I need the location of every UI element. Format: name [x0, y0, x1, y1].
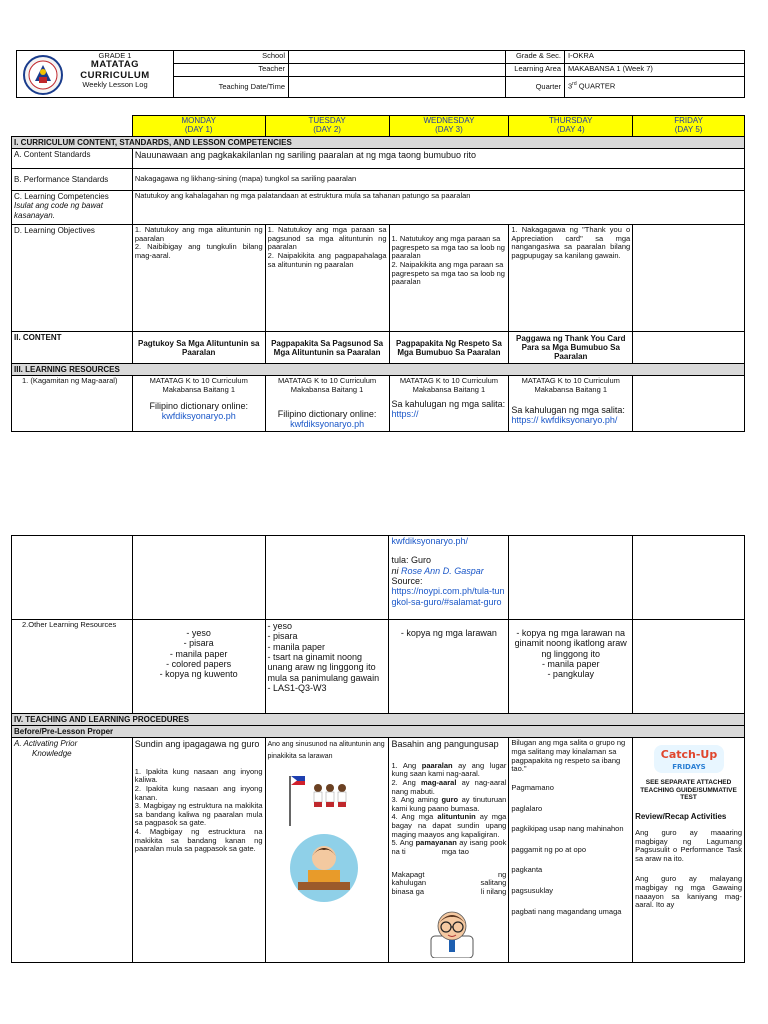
section-learning-resources: III. LEARNING RESOURCES	[12, 364, 745, 376]
content-standards: Nauunawaan ang pagkakakilanlan ng sariling paaralan at ng mga taong bumubuo rito	[132, 149, 744, 169]
teacher-illustration	[425, 906, 479, 958]
school-rules-illustration	[268, 766, 386, 906]
resources-2-label: 2.Other Learning Resources	[12, 620, 133, 714]
content-monday: Pagtukoy Sa Mga Alituntunin sa Paaralan	[132, 332, 265, 364]
corner-cell	[12, 116, 133, 137]
poem-source-link[interactable]: https://noypi.com.ph/tula-tungkol-sa-guro/#salamat-guro	[391, 586, 505, 607]
activating-thursday: Bilugan ang mga salita o grupo ng mga salitang may kinalaman sa pagpapakita ng respeto sa ibang tao." Pagmamano paglalaro pagkikipag usap nang mahinahon paggamit ng po at opo pagkanta pagsusuklay pagbati nang magandang umaga	[509, 738, 633, 963]
resources-1-cont-thursday	[509, 536, 633, 620]
day-header-wednesday: WEDNESDAY (DAY 3)	[389, 116, 509, 137]
competencies-label: C. Learning Competencies Isulat ang code ng bawat kasanayan.	[12, 191, 133, 225]
resources-1-thursday: MATATAG K to 10 Curriculum Makabansa Baitang 1 Sa kahulugan ng mga salita: https:// kwfdiksyonaryo.ph/	[509, 376, 633, 432]
activating-monday: Sundin ang ipagagawa ng guro 1. Ipakita kung nasaan ang inyong kaliwa. 2. Ipakita kung nasaan ang inyong kanan. 3. Magbigay ng estruktura na makikita sa bandang kaliwa ng paaralan mula sa pagpasok sa gate. 4. Magbigay ng estrucktura na makikita sa bandang kanan ng paaralan mula sa pagpasok sa gate.	[132, 738, 265, 963]
day-header-thursday: THURSDAY (DAY 4)	[509, 116, 633, 137]
catch-up-fridays-logo	[650, 741, 728, 777]
section-curriculum-content: I. CURRICULUM CONTENT, STANDARDS, AND LESSON COMPETENCIES	[12, 137, 745, 149]
resources-2-wednesday: - kopya ng mga larawan	[389, 620, 509, 714]
day-header-tuesday: TUESDAY (DAY 2)	[265, 116, 389, 137]
activating-wednesday: Basahin ang pangungusap 1. Ang paaralan ay ang lugar kung saan kami nag-aaral. 2. Ang mag-aaral ay nag-aaral nang mabuti. 3. Ang aming guro ay tinuturuan kami kung paano bumasa. 4. Ang mga alituntunin ay mga bagay na dapat sundin upang maging maayos ang kapaligiran. 5. Ang pamayanan ay isang pook na ti mga tao Makapagt ng kahulugan salitang binasa ga li nilang	[389, 738, 509, 963]
content-wednesday: Pagpapakita Ng Respeto Sa Mga Bumubuo Sa Paaralan	[389, 332, 509, 364]
lesson-log-table	[11, 115, 745, 432]
log-type: Weekly Lesson Log	[82, 80, 148, 90]
content-label: II. CONTENT	[12, 332, 133, 364]
dictionary-link[interactable]: kwfdiksyonaryo.ph	[161, 410, 236, 421]
resources-1-cont-tuesday	[265, 536, 389, 620]
objectives-label: D. Learning Objectives	[12, 225, 133, 332]
performance-standards-label: B. Performance Standards	[12, 169, 133, 191]
source-link[interactable]: https://	[391, 408, 419, 419]
teacher-value[interactable]	[289, 64, 506, 77]
resources-1-tuesday: MATATAG K to 10 Curriculum Makabansa Baitang 1 Filipino dictionary online: kwfdiksyonaryo.ph	[265, 376, 389, 432]
activating-friday: Catch-Up FRIDAYS SEE SEPARATE ATTACHED TEACHING GUIDE/SUMMATIVE TEST Review/Recap Activities Ang guro ay maaaring magbigay ng Lagumang Pagsusulit o Performance Task sa araw na ito. Ang guro ay malayang magbigay ng mga Gawaing naaayon sa kaniyang mag-aaral. Ito ay	[633, 738, 745, 963]
school-value[interactable]	[289, 51, 506, 64]
learning-area-label: Learning Area	[506, 64, 565, 77]
quarter-value[interactable]: 3rd QUARTER	[565, 77, 745, 98]
learning-area-value[interactable]: MAKABANSA 1 (Week 7)	[565, 64, 745, 77]
svg-text:FRIDAYS: FRIDAYS	[671, 763, 706, 772]
resources-1-wednesday: MATATAG K to 10 Curriculum Makabansa Baitang 1 Sa kahulugan ng mga salita: https://	[389, 376, 509, 432]
dictionary-link[interactable]: https:// kwfdiksyonaryo.ph/	[511, 414, 618, 425]
activating-label: A. Activating Prior Knowledge	[12, 738, 133, 963]
resources-2-thursday: - kopya ng mga larawan na ginamit noong ikatlong araw ng linggong ito - manila paper - pangkulay	[509, 620, 633, 714]
resources-2-monday: - yeso - pisara - manila paper - colored papers - kopya ng kuwento	[132, 620, 265, 714]
grade-sec-label: Grade & Sec.	[506, 51, 565, 64]
resources-1-cont-label	[12, 536, 133, 620]
grade-block	[17, 51, 174, 98]
objective-monday: 1. Natutukoy ang mga alituntunin ng paaralan 2. Naibibigay ang tungkulin bilang mag-aaral.	[132, 225, 265, 332]
resources-1-cont-wednesday: kwfdiksyonaryo.ph/ tula: Guro ni Rose Ann D. Gaspar Source: https://noypi.com.ph/tula-tungkol-sa-guro/#salamat-guro	[389, 536, 509, 620]
curriculum-title-2: CURRICULUM	[80, 69, 150, 81]
resources-2-tuesday: - yeso - pisara - manila paper - tsart na ginamit noong unang araw ng linggong ito mula sa panimulang gawain - LAS1-Q3-W3	[265, 620, 389, 714]
see-attached-note: SEE SEPARATE ATTACHED TEACHING GUIDE/SUMMATIVE TEST	[640, 779, 737, 802]
activating-tuesday: Ano ang sinusunod na alituntunin ang pinakikita sa larawan	[265, 738, 389, 963]
objective-tuesday: 1. Natutukoy ang mga paraan sa pagsunod sa mga alituntunin ng paaralan 2. Naipakikita ang pagpapahalaga sa alituntunin ng paaralan	[265, 225, 389, 332]
day-header-monday: MONDAY (DAY 1)	[132, 116, 265, 137]
resources-1-label: 1. (Kagamitan ng Mag-aaral)	[12, 376, 133, 432]
day-header-friday: FRIDAY (DAY 5)	[633, 116, 745, 137]
content-friday	[633, 332, 745, 364]
resources-1-cont-monday	[132, 536, 265, 620]
dictionary-link[interactable]: kwfdiksyonaryo.ph/	[391, 536, 469, 546]
performance-standards: Nakagagawa ng likhang-sining (mapa) tungkol sa sariling paaralan	[132, 169, 744, 191]
grade-sec-value[interactable]: I-OKRA	[565, 51, 745, 64]
school-label: School	[174, 51, 289, 64]
resources-1-cont-friday	[633, 536, 745, 620]
content-standards-label: A. Content Standards	[12, 149, 133, 169]
curriculum-title: MATATAG	[90, 59, 140, 71]
teacher-label: Teacher	[174, 64, 289, 77]
resources-2-friday	[633, 620, 745, 714]
section-teaching-procedures: IV. TEACHING AND LEARNING PROCEDURES	[12, 714, 745, 726]
date-value[interactable]	[289, 77, 506, 98]
resources-1-monday: MATATAG K to 10 Curriculum Makabansa Baitang 1 Filipino dictionary online: kwfdiksyonaryo.ph	[132, 376, 265, 432]
objective-thursday: 1. Nakagagawa ng "Thank you o Appreciation card" sa mga nangangasiwa sa paaralan bilang pagpupugay sa kanilang gawain.	[509, 225, 633, 332]
resources-1-friday	[633, 376, 745, 432]
author-name: Rose Ann D. Gaspar	[401, 565, 484, 576]
dictionary-link[interactable]: kwfdiksyonaryo.ph	[290, 418, 365, 429]
before-lesson-proper: Before/Pre-Lesson Proper	[12, 726, 745, 738]
svg-text:Catch-Up: Catch-Up	[660, 748, 717, 762]
objective-friday	[633, 225, 745, 332]
content-thursday: Paggawa ng Thank You Card Para sa Mga Bumubuo Sa Paaralan	[509, 332, 633, 364]
objective-wednesday: 1. Natutukoy ang mga paraan sa pagrespeto sa mga tao sa loob ng paaralan 2. Naipakikita ang mga paraan sa pagrespeto sa mga tao sa loob ng paaralan	[389, 225, 509, 332]
review-recap-title: Review/Recap Activities	[635, 811, 727, 821]
header-table	[16, 50, 745, 98]
content-tuesday: Pagpapakita Sa Pagsunod Sa Mga Alituntunin sa Paaralan	[265, 332, 389, 364]
date-label: Teaching Date/Time	[174, 77, 289, 98]
quarter-label: Quarter	[506, 77, 565, 98]
lesson-log-table-continued	[11, 535, 745, 963]
grade-label: GRADE 1	[98, 51, 132, 60]
competencies: Natutukoy ang kahalagahan ng mga palatandaan at estruktura mula sa tahanan patungo sa paaralan	[132, 191, 744, 225]
